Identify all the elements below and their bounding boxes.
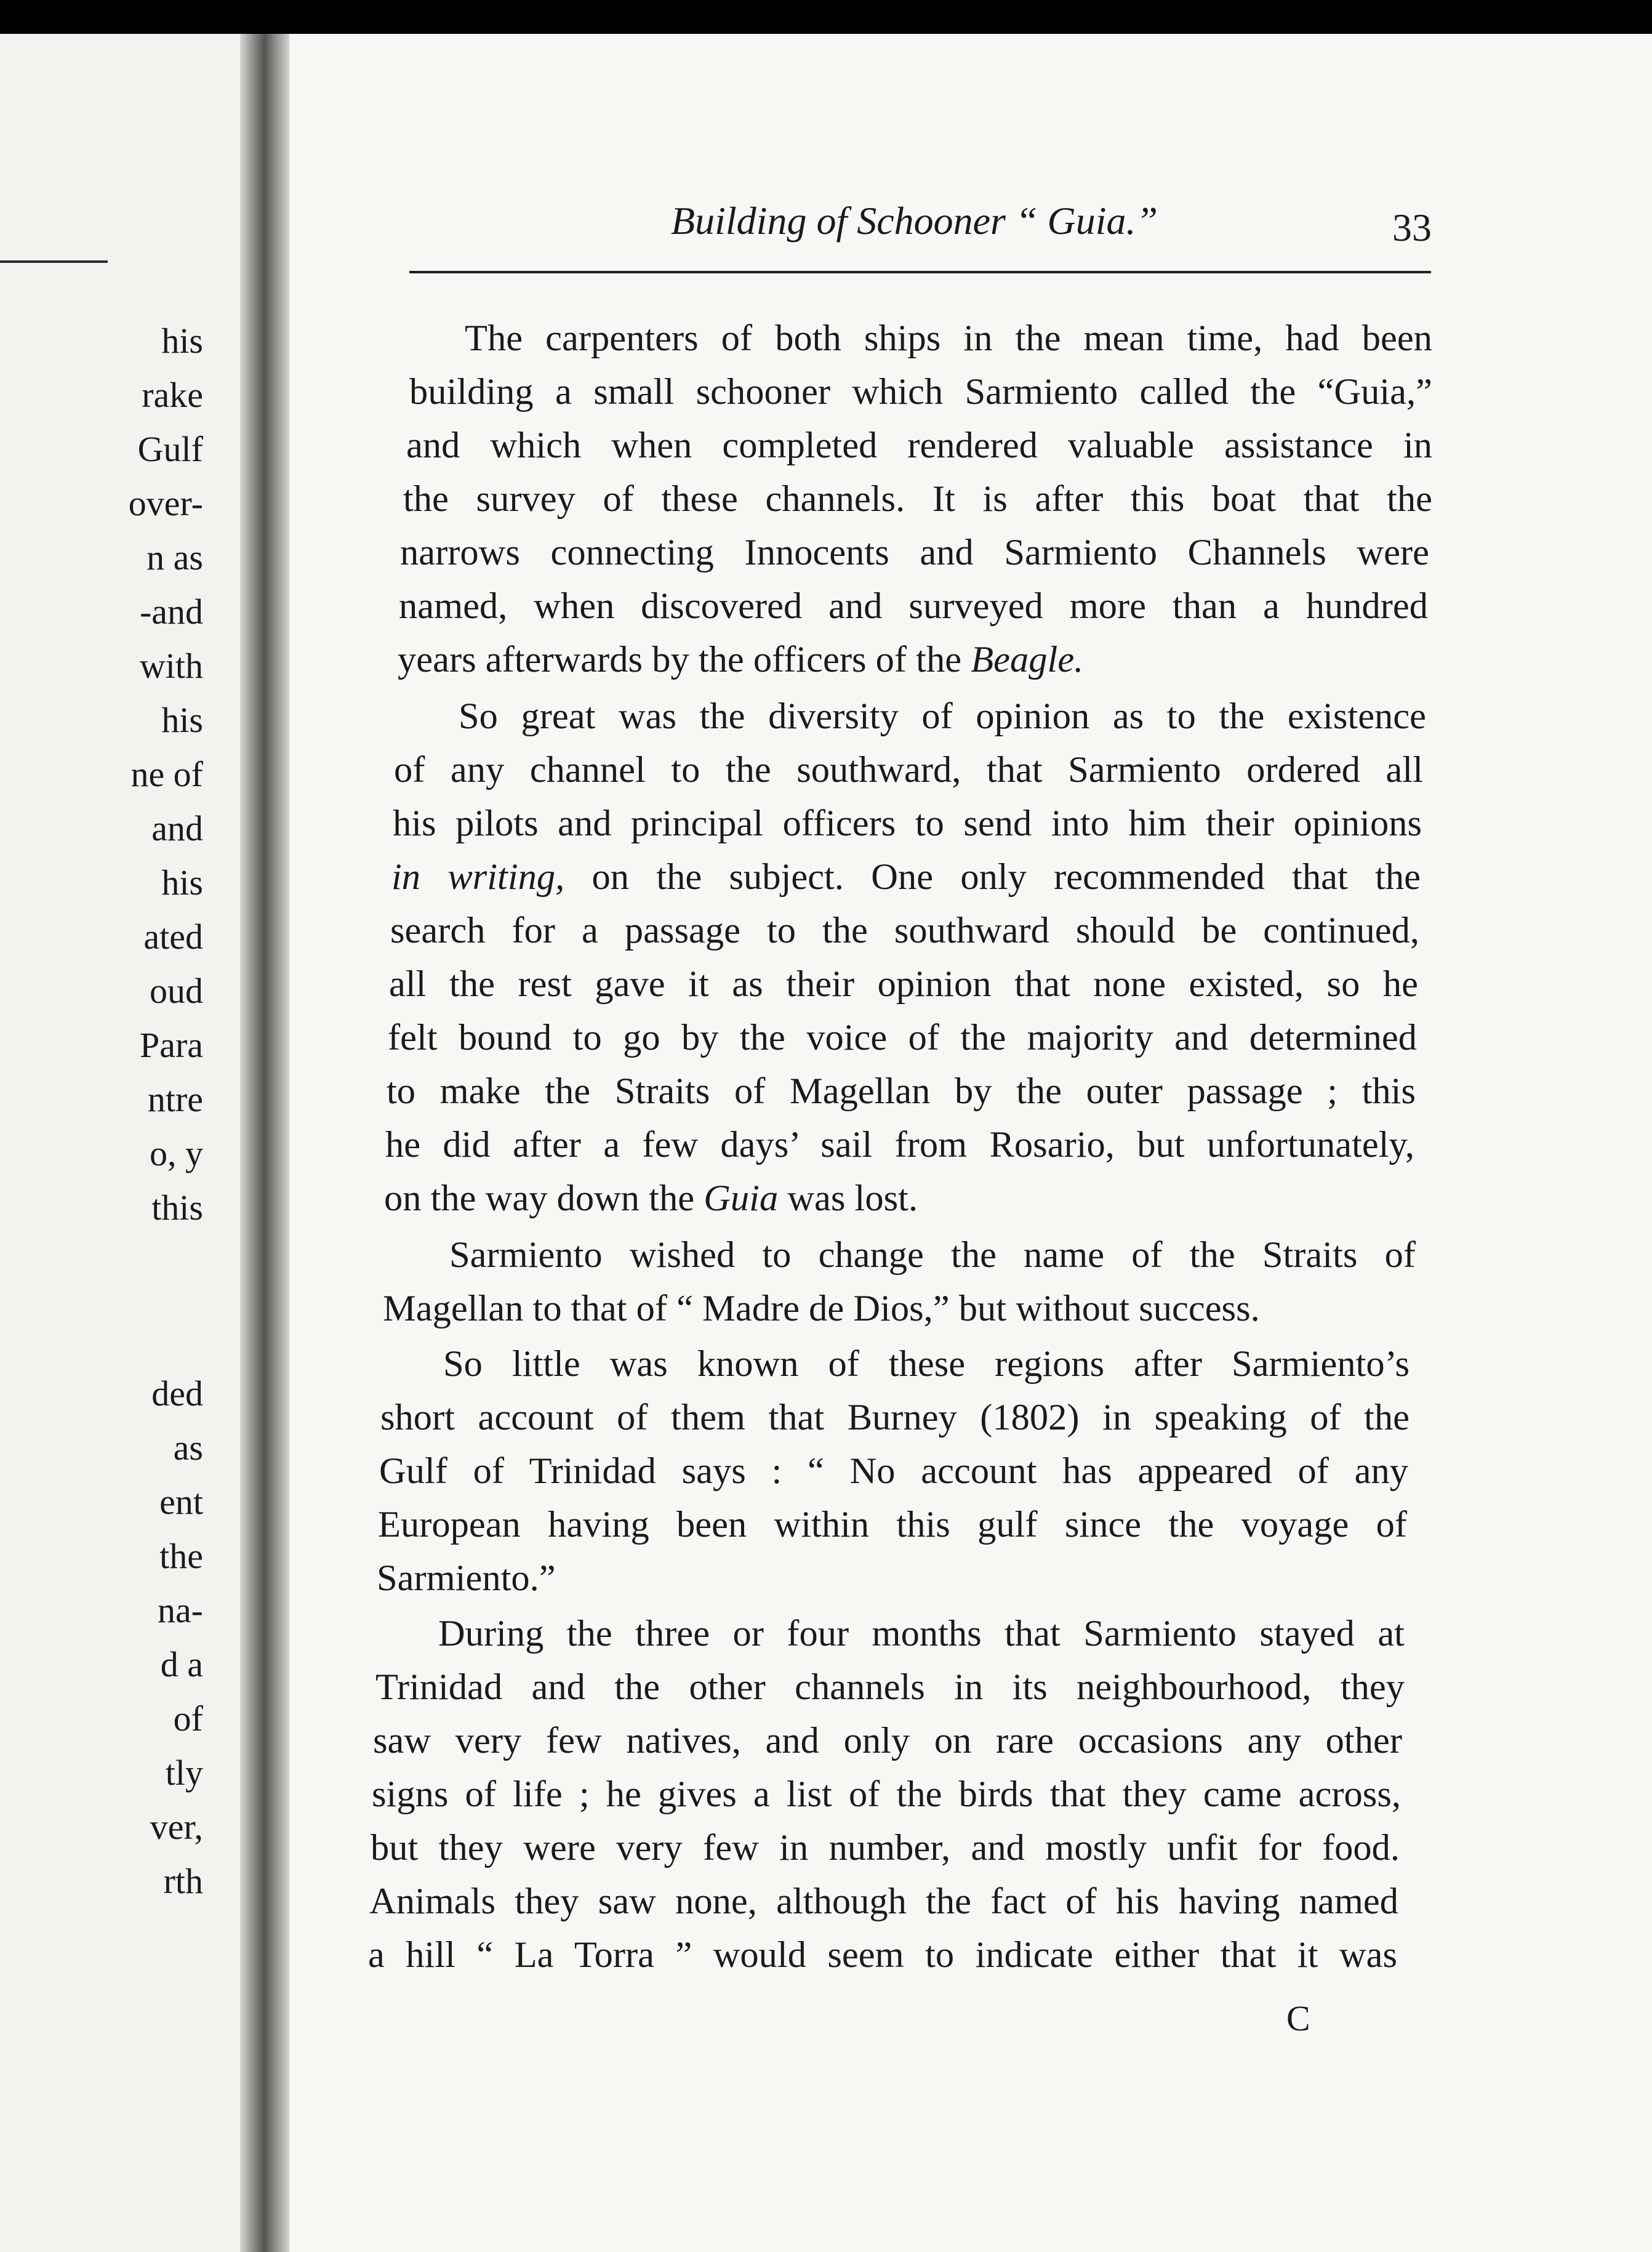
left-fragment: ne of bbox=[130, 754, 203, 794]
text-line: Sarmiento.” bbox=[377, 1558, 556, 1599]
left-fragment: of bbox=[173, 1699, 203, 1739]
text-line: his pilots and principal officers to send into him their opinions bbox=[393, 803, 1422, 844]
left-fragment: his bbox=[161, 863, 203, 903]
left-fragment: his bbox=[161, 700, 203, 740]
text-line: he did after a few days’ sail from Rosario, but unfortunately, bbox=[385, 1124, 1414, 1165]
text-line: So great was the diversity of opinion as to the existence bbox=[459, 696, 1426, 737]
left-fragment: o, y bbox=[150, 1133, 203, 1173]
left-fragment: Para bbox=[139, 1025, 203, 1065]
text-line: but they were very few in number, and mostly unfit for food. bbox=[371, 1827, 1400, 1868]
page-number: 33 bbox=[1392, 206, 1432, 249]
text-line: all the rest gave it as their opinion that none existed, so he bbox=[389, 963, 1418, 1005]
text-line: Sarmiento wished to change the name of the Straits of bbox=[449, 1234, 1416, 1276]
text-line: Animals they saw none, although the fact of his having named bbox=[369, 1881, 1398, 1922]
text-line: short account of them that Burney (1802) in speaking of the bbox=[380, 1397, 1409, 1438]
left-fragment: ntre bbox=[147, 1079, 203, 1119]
left-fragment: tly bbox=[165, 1753, 203, 1793]
text-run: years afterwards by the officers of the bbox=[398, 639, 971, 680]
text-line: and which when completed rendered valuable assistance in bbox=[406, 425, 1432, 466]
text-line: European having been within this gulf since the voyage of bbox=[378, 1504, 1407, 1545]
left-fragment: as bbox=[173, 1428, 203, 1468]
italic-phrase: in writing, bbox=[391, 856, 565, 898]
signature-mark: C bbox=[1286, 1998, 1310, 2038]
left-fragment: d a bbox=[160, 1644, 203, 1684]
left-fragment: this bbox=[151, 1188, 203, 1228]
text-line: saw very few natives, and only on rare occasions any other bbox=[373, 1720, 1402, 1761]
ship-name-beagle: Beagle. bbox=[971, 639, 1084, 680]
text-line bbox=[398, 641, 1321, 679]
left-fragment: ver, bbox=[150, 1807, 203, 1847]
text-line: building a small schooner which Sarmiento called the “Guia,” bbox=[409, 371, 1432, 412]
left-fragment: with bbox=[139, 646, 203, 686]
text-line: Trinidad and the other channels in its neighbourhood, they bbox=[375, 1667, 1405, 1708]
left-fragment: rth bbox=[163, 1861, 203, 1901]
left-fragment: Gulf bbox=[137, 429, 203, 469]
running-head: Building of Schooner “ Guia.” bbox=[671, 199, 1158, 243]
left-fragment: ded bbox=[151, 1373, 203, 1414]
text-line: So little was known of these regions after Sarmiento’s bbox=[443, 1343, 1409, 1385]
text-run: was lost. bbox=[778, 1178, 918, 1219]
left-fragment: -and bbox=[139, 592, 203, 632]
left-fragment: na- bbox=[157, 1590, 203, 1630]
text-line: of any channel to the southward, that Sarmiento ordered all bbox=[394, 749, 1423, 790]
text-run: on the way down the bbox=[384, 1178, 704, 1219]
left-fragment: ent bbox=[159, 1482, 203, 1522]
text-line: a hill “ La Torra ” would seem to indicate either that it was bbox=[368, 1934, 1397, 1976]
left-fragment: oud bbox=[150, 971, 203, 1011]
left-fragment: rake bbox=[142, 375, 203, 415]
left-fragment: and bbox=[151, 808, 203, 848]
text-line: search for a passage to the southward should be continued, bbox=[390, 910, 1419, 951]
left-fragment: n as bbox=[146, 537, 203, 577]
ship-name-guia: Guia bbox=[704, 1178, 779, 1219]
left-fragment: his bbox=[161, 321, 203, 361]
text-line: Gulf of Trinidad says : “ No account has appeared of any bbox=[379, 1450, 1408, 1492]
text-line: to make the Straits of Magellan by the outer passage ; this bbox=[387, 1071, 1416, 1112]
left-fragment: the bbox=[159, 1536, 203, 1576]
left-fragment: ated bbox=[143, 917, 203, 957]
text-line: named, when discovered and surveyed more than a hundred bbox=[399, 585, 1428, 627]
text-line: signs of life ; he gives a list of the birds that they came across, bbox=[372, 1774, 1401, 1815]
text-run: on the subject. One only recommended that the bbox=[564, 856, 1421, 898]
text-line: felt bound to go by the voice of the majority and determined bbox=[388, 1017, 1417, 1058]
text-line: Magellan to that of “ Madre de Dios,” but without success. bbox=[383, 1288, 1260, 1329]
text-line bbox=[384, 1180, 1123, 1218]
left-fragment: over- bbox=[128, 483, 203, 523]
text-line: the survey of these channels. It is after this boat that the bbox=[403, 478, 1432, 520]
text-line: During the three or four months that Sarmiento stayed at bbox=[438, 1613, 1405, 1654]
text-line bbox=[391, 856, 1421, 898]
text-line: The carpenters of both ships in the mean time, had been bbox=[465, 318, 1432, 359]
text-line: narrows connecting Innocents and Sarmiento Channels were bbox=[400, 532, 1429, 573]
